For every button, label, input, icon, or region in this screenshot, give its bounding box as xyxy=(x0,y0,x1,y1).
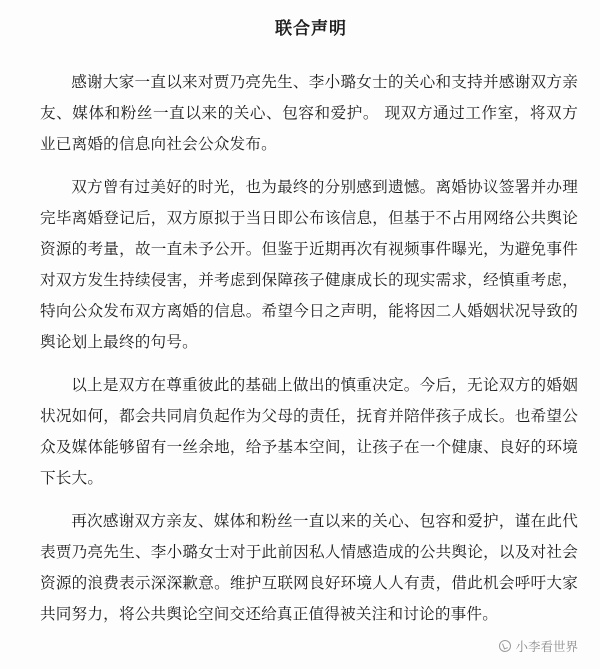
paragraph-2: 双方曾有过美好的时光，也为最终的分别感到遗憾。离婚协议签署并办理完毕离婚登记后，双方原拟于当日即公布该信息，但基于不占用网络公共舆论资源的考量，故一直未予公开。但鉴于近期再次有视频事件曝光，为避免事件对双方发生持续侵害，并考虑到保障孩子健康成长的现实需求，经慎重考虑，特向公众发布双方离婚的信息。希望今日之声明，能将因二人婚姻状况导致的舆论划上最终的句号。 xyxy=(40,178,578,351)
paragraph-4: 再次感谢双方亲友、媒体和粉丝一直以来的关心、包容和爱护，谨在此代表贾乃亮先生、李小璐女士对于此前因私人情感造成的公共舆论，以及对社会资源的浪费表示深深歉意。维护互联网良好环境人人有责，借此机会呼吁大家共同努力，将公共舆论空间交还给真正值得被关注和讨论的事件。 xyxy=(40,512,578,623)
watermark xyxy=(499,637,578,655)
paragraph-1: 感谢大家一直以来对贾乃亮先生、李小璐女士的关心和支持并感谢双方亲友、媒体和粉丝一直以来的关心、包容和爱护。 现双方通过工作室，将双方业已离婚的信息向社会公众发布。 xyxy=(40,73,578,153)
paragraph-3: 以上是双方在尊重彼此的基础上做出的慎重决定。今后，无论双方的婚姻状况如何，都会共同肩负起作为父母的责任，抚育并陪伴孩子成长。也希望公众及媒体能够留有一丝余地，给予基本空间，让孩子在一个健康、良好的环境下长大。 xyxy=(40,376,578,487)
document-title: 联合声明 xyxy=(275,19,347,39)
watermark-text: 小李看世界 xyxy=(515,639,578,654)
check-circle-icon xyxy=(499,640,511,652)
